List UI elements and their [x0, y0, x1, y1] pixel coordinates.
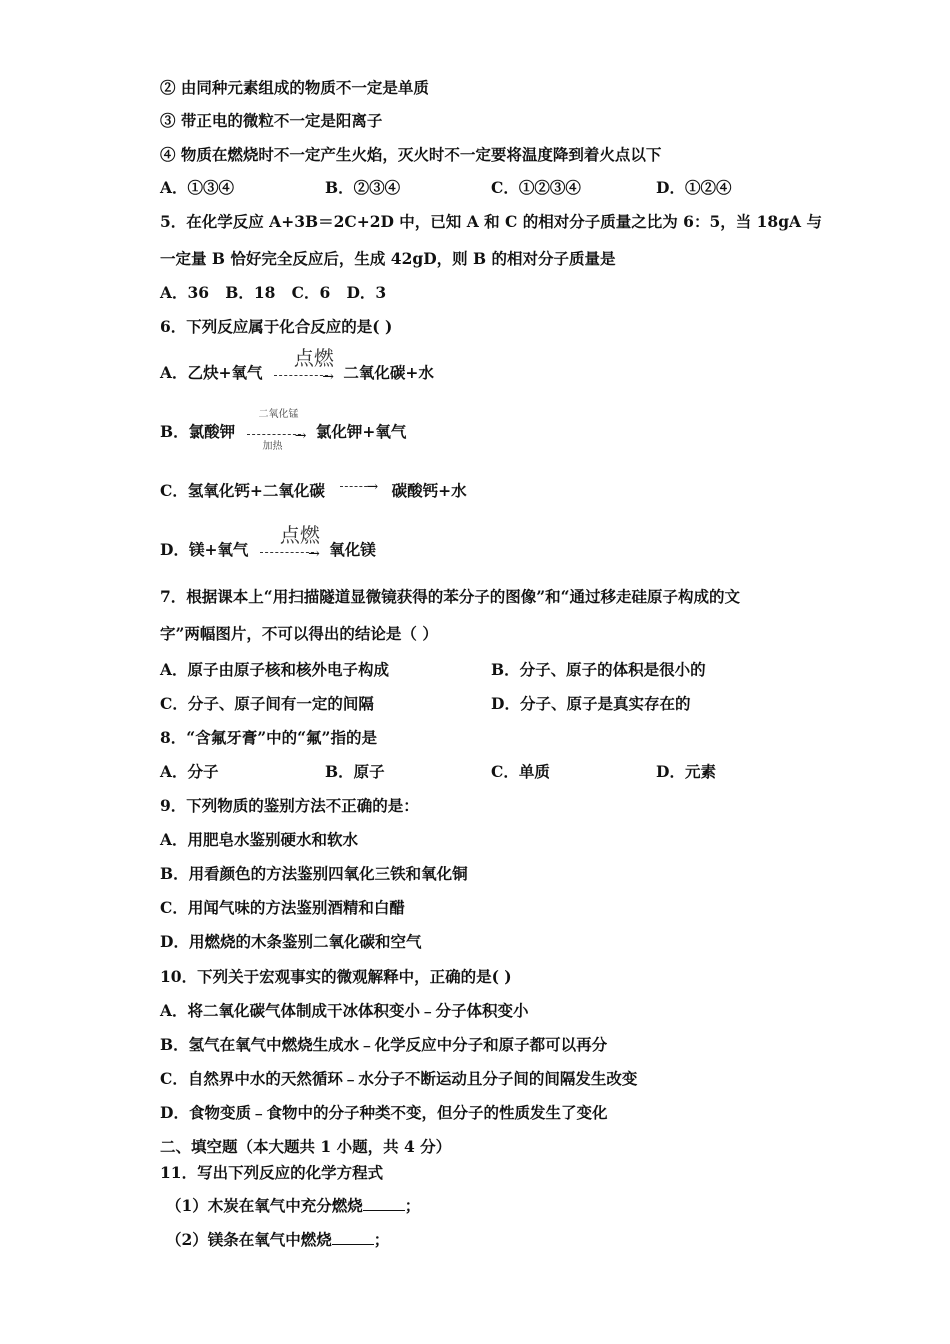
q4-item4: ④ 物质在燃烧时不一定产生火焰，灭火时不一定要将温度降到着火点以下: [160, 145, 662, 164]
section-heading: 二、填空题（本大题共 1 小题，共 4 分）: [160, 1137, 452, 1156]
q6-a-products: 二氧化碳+水: [343, 363, 434, 382]
q6-c-reactants: C．氢氧化钙+二氧化碳: [160, 481, 325, 500]
q6-b-heat: 加热: [262, 441, 283, 452]
q7-option-c: C．分子、原子间有一定的间隔: [160, 694, 374, 713]
q11-sub1-end: ；: [404, 1196, 421, 1215]
q5-options: A．36 B．18 C．6 D．3: [160, 283, 387, 302]
q4-option-a: A．①③④: [160, 178, 235, 197]
q11-sub2: [166, 1230, 389, 1250]
q4-item2: ② 由同种元素组成的物质不一定是单质: [160, 78, 429, 97]
q4-option-d: D．①②④: [656, 178, 732, 197]
q7-line2: 字”两幅图片，不可以得出的结论是（ ）: [160, 624, 438, 643]
q10-option-b: B．氢气在氧气中燃烧生成水﹣化学反应中分子和原子都可以再分: [160, 1035, 608, 1054]
q8-option-b: B．原子: [325, 762, 385, 781]
reaction-arrow-icon: 二氧化锰 → 加热: [245, 423, 307, 443]
q6-d-products: 氧化镁: [329, 540, 376, 559]
reaction-arrow-icon: 点燃 →: [272, 364, 334, 384]
q9-option-c: C．用闻气味的方法鉴别酒精和白醋: [160, 898, 405, 917]
q11-sub1: [166, 1196, 420, 1216]
q9-option-a: A．用肥皂水鉴别硬水和软水: [160, 830, 359, 849]
q6-a-reactants: A．乙炔+氧气: [160, 363, 263, 382]
q6-option-c: [160, 481, 467, 502]
q6-option-b: [160, 409, 407, 452]
q11-sub1-text: （1）木炭在氧气中充分燃烧: [166, 1196, 363, 1215]
q10-option-d: D．食物变质﹣食物中的分子种类不变，但分子的性质发生了变化: [160, 1103, 608, 1122]
q6-option-d: [160, 523, 376, 562]
q4-item3: ③ 带正电的微粒不一定是阳离子: [160, 111, 383, 130]
q7-line1: 7．根据课本上“用扫描隧道显微镜获得的苯分子的图像”和“通过移走硅原子构成的文: [160, 587, 741, 606]
q6-b-products: 氯化钾+氧气: [315, 422, 407, 441]
q8-option-c: C．单质: [491, 762, 550, 781]
q4-option-b: B．②③④: [325, 178, 401, 197]
q11-sub2-end: ；: [373, 1230, 390, 1249]
q10-stem: 10．下列关于宏观事实的微观解释中，正确的是( ): [160, 967, 512, 986]
reaction-arrow-icon: 点燃 →: [258, 541, 320, 561]
q6-stem: 6．下列反应属于化合反应的是( ): [160, 317, 393, 336]
q8-option-a: A．分子: [160, 762, 219, 781]
q11-stem: 11．写出下列反应的化学方程式: [160, 1163, 384, 1182]
q6-c-products: 碳酸钙+水: [391, 481, 467, 500]
q10-option-c: C．自然界中水的天然循环﹣水分子不断运动且分子间的间隔发生改变: [160, 1069, 638, 1088]
q8-option-d: D．元素: [656, 762, 716, 781]
answer-blank[interactable]: [332, 1230, 374, 1245]
q10-option-a: A．将二氧化碳气体制成干冰体积变小﹣分子体积变小: [160, 1001, 529, 1020]
q5-line2: 一定量 B 恰好完全反应后，生成 42gD，则 B 的相对分子质量是: [160, 249, 616, 268]
q9-stem: 9．下列物质的鉴别方法不正确的是：: [160, 796, 419, 815]
q7-option-d: D．分子、原子是真实存在的: [491, 694, 691, 713]
q6-d-condition: 点燃: [279, 523, 320, 547]
q9-option-b: B．用看颜色的方法鉴别四氧化三铁和氧化铜: [160, 864, 468, 883]
q7-option-b: B．分子、原子的体积是很小的: [491, 660, 706, 679]
answer-blank[interactable]: [363, 1196, 405, 1211]
q4-option-c: C．①②③④: [491, 178, 581, 197]
q7-option-a: A．原子由原子核和核外电子构成: [160, 660, 390, 679]
q5-line1: 5．在化学反应 A+3B＝2C+2D 中，已知 A 和 C 的相对分子质量之比为 6：5，当 18gA 与: [160, 212, 822, 231]
q9-option-d: D．用燃烧的木条鉴别二氧化碳和空气: [160, 932, 422, 951]
q6-b-catalyst: 二氧化锰: [258, 409, 299, 420]
q8-stem: 8．“含氟牙膏”中的“氟”指的是: [160, 728, 377, 747]
q6-a-condition: 点燃: [293, 346, 334, 370]
q6-option-a: [160, 346, 434, 385]
q6-b-reactants: B．氯酸钾: [160, 422, 236, 441]
q11-sub2-text: （2）镁条在氧气中燃烧: [166, 1230, 332, 1249]
q6-d-reactants: D．镁+氧气: [160, 540, 249, 559]
reaction-arrow-icon: →: [338, 482, 378, 502]
